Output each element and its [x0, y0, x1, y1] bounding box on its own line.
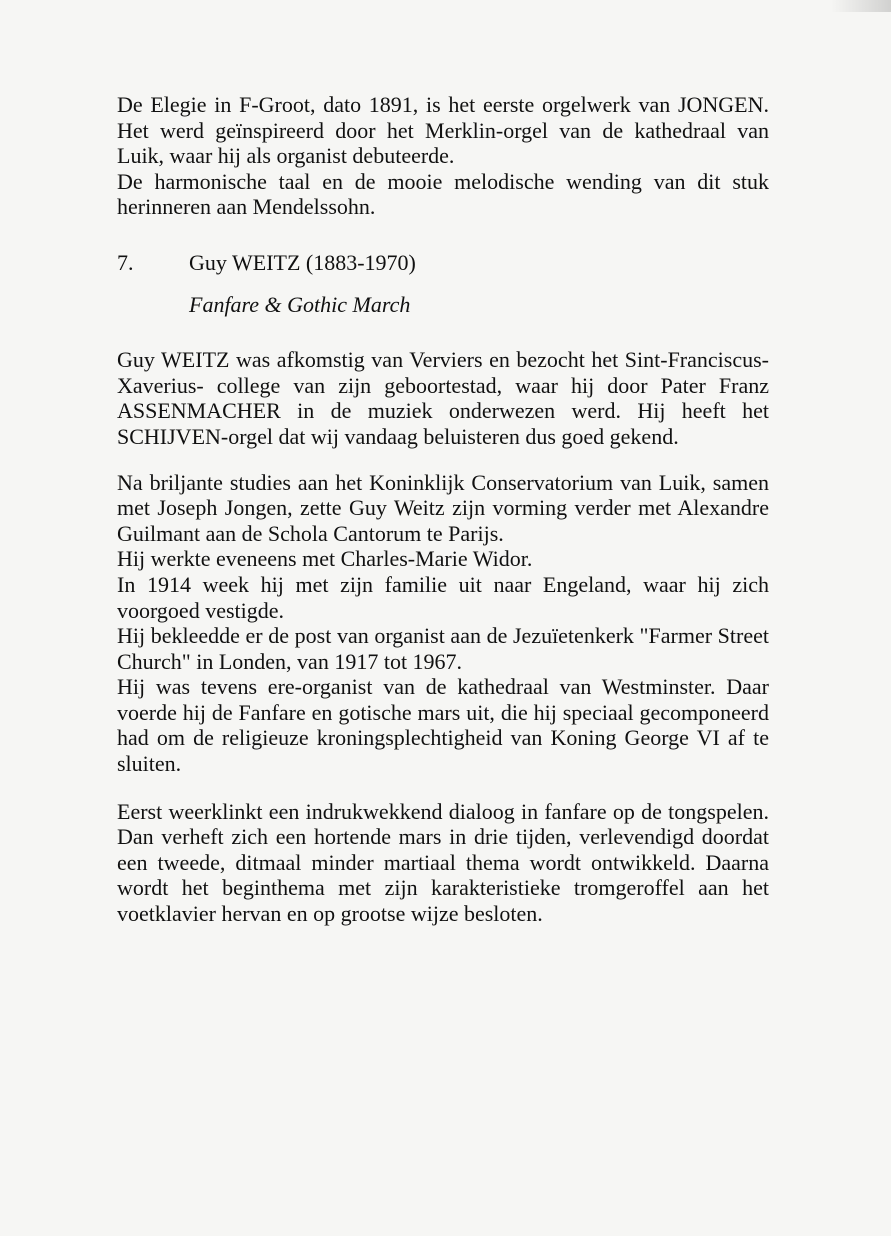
paragraph-studies: Na briljante studies aan het Koninklijk Conservatorium van Luik, samen met Joseph Jongen, zette Guy Weitz zijn vorming verder met Alexandre Guilmant aan de Schola Cantorum te Parijs.	[117, 469, 769, 546]
paragraph-description: Eerst weerklinkt een indrukwekkend dialoog in fanfare op de tongspelen. Dan verheft zich een hortende mars in drie tijden, verlevendigd doordat een tweede, ditmaal minder martiaal thema wordt ontwikkeld. Daarna wordt het beginthema met zijn karakteristieke tromgeroffel aan het voetklavier hervan en op grootse wijze besloten.	[117, 798, 769, 927]
paragraph-engeland: In 1914 week hij met zijn familie uit naar Engeland, waar hij zich voorgoed vestigde.	[117, 571, 769, 623]
document-text	[117, 92, 769, 927]
work-title: Fanfare & Gothic March	[189, 291, 411, 317]
page-edge-shadow	[831, 0, 891, 12]
paragraph-harmonische-taal: De harmonische taal en de mooie melodische wending van dit stuk herinneren aan Mendelssohn.	[117, 168, 769, 220]
paragraph-widor: Hij werkte eveneens met Charles-Marie Widor.	[117, 546, 533, 572]
paragraph-elegie: De Elegie in F-Groot, dato 1891, is het eerste orgelwerk van JONGEN. Het werd geïnspireerd door het Merklin-orgel van de kathedraal van Luik, waar hij als organist debuteerde.	[117, 92, 769, 169]
paragraph-farmer-street: Hij bekleedde er de post van organist aan de Jezuïetenkerk "Farmer Street Church" in Londen, van 1917 tot 1967.	[117, 623, 769, 674]
paragraph-westminster: Hij was tevens ere-organist van de kathedraal van Westminster. Daar voerde hij de Fanfare en gotische mars uit, die hij speciaal gecomponeerd had om de religieuze kroningsplechtigheid van Koning George VI af te sluiten.	[117, 674, 769, 777]
composer-heading: Guy WEITZ (1883-1970)	[189, 249, 416, 275]
section-number: 7.	[117, 249, 134, 275]
paragraph-biography-intro: Guy WEITZ was afkomstig van Verviers en bezocht het Sint-Franciscus-Xaverius- college van zijn geboortestad, waar hij door Pater Franz ASSENMACHER in de muziek onderwezen werd. Hij heeft het SCHIJVEN-orgel dat wij vandaag beluisteren dus goed gekend.	[117, 347, 769, 449]
section-heading	[117, 250, 769, 276]
